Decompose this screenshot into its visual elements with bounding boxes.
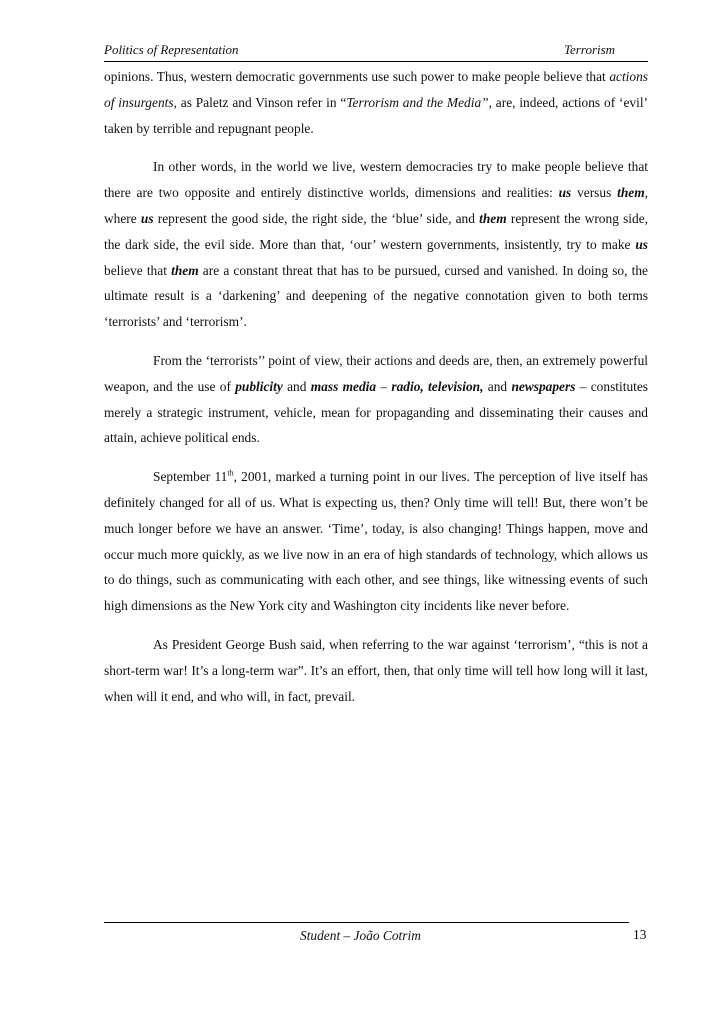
ordinal-superscript: th bbox=[227, 468, 234, 478]
paragraph-1 bbox=[104, 64, 648, 141]
emphasis-radio-television: radio, television, bbox=[391, 378, 484, 394]
emphasis-us: us bbox=[558, 185, 572, 201]
emphasis-them: them bbox=[171, 262, 199, 278]
text-run: As President George Bush said, when referring to the war against ‘terrorism’, “this is not a short-term war! It’s a long-term war”. It’s an effort, then, that only time will tell how long will it last, when will it end, and who will, in fact, prevail. bbox=[104, 636, 648, 704]
text-run: opinions. Thus, western democratic governments use such power to make people believe that bbox=[104, 69, 610, 84]
header-section: Terrorism bbox=[564, 42, 616, 57]
paragraph-5 bbox=[104, 632, 648, 709]
text-run: and bbox=[282, 378, 311, 394]
emphasis-them: them bbox=[617, 185, 645, 201]
text-run: – bbox=[376, 378, 392, 394]
emphasis-us: us bbox=[635, 236, 648, 252]
text-run: , where bbox=[104, 185, 648, 226]
text-run: , 2001, marked a turning point in our lives. The perception of live itself has definitely changed for all of us. What is expecting us, then? Only time will tell! But, there won’t be much longer before we have an answer. ‘Time’, today, is also changing! Things happen, move and occur much more quickly, as we live now in an era of high standards of technology, which allows us to do things, such as communicating with each other, and see things, like witnessing events of such high dimensions as the New York city and Washington city incidents like never before. bbox=[104, 469, 648, 614]
italic-book-title: Terrorism and the Media” bbox=[346, 94, 489, 110]
italic-phrase: actions of insurgents bbox=[104, 69, 648, 110]
page-number: 13 bbox=[633, 927, 647, 942]
text-run: represent the wrong side, the dark side, the evil side. More than that, ‘our’ western governments, insistently, try to make bbox=[104, 210, 648, 252]
text-run: September 11 bbox=[153, 469, 228, 485]
paragraph-2 bbox=[104, 154, 648, 335]
text-run: represent the good side, the right side, the ‘blue’ side, and bbox=[153, 210, 480, 226]
text-run: are a constant threat that has to be pursued, cursed and vanished. In doing so, the ultimate result is a ‘darkening’ and deepening of the negative connotation given to both terms ‘terrorists’ and ‘terrorism’. bbox=[104, 262, 649, 330]
emphasis-newspapers: newspapers bbox=[511, 378, 576, 394]
text-run: , are, indeed, actions of ‘evil’ taken by terrible and repugnant people. bbox=[104, 94, 648, 136]
running-header bbox=[104, 42, 648, 62]
text-run: believe that bbox=[104, 262, 172, 278]
text-run: versus bbox=[571, 185, 618, 201]
text-run: , as Paletz and Vinson refer in “ bbox=[173, 94, 347, 110]
header-title: Politics of Representation bbox=[104, 42, 239, 57]
text-run: In other words, in the world we live, western democracies try to make people believe that there are two opposite and entirely distinctive worlds, dimensions and realities: bbox=[104, 159, 648, 201]
text-run: and bbox=[483, 378, 512, 394]
text-run: – constitutes merely a strategic instrument, vehicle, mean for propaganding and disseminating their causes and attain, achieve political ends. bbox=[104, 378, 649, 446]
body-text bbox=[104, 64, 648, 722]
paragraph-4 bbox=[104, 464, 648, 619]
footer-rule bbox=[104, 922, 629, 923]
emphasis-us: us bbox=[140, 210, 154, 226]
emphasis-them: them bbox=[479, 210, 507, 226]
text-run: From the ‘terrorists’’ point of view, their actions and deeds are, then, an extremely powerful weapon, and the use of bbox=[104, 352, 648, 394]
footer-author: Student – João Cotrim bbox=[300, 928, 421, 943]
paragraph-3 bbox=[104, 348, 648, 451]
emphasis-publicity: publicity bbox=[235, 378, 283, 394]
emphasis-mass-media: mass media bbox=[310, 378, 377, 394]
